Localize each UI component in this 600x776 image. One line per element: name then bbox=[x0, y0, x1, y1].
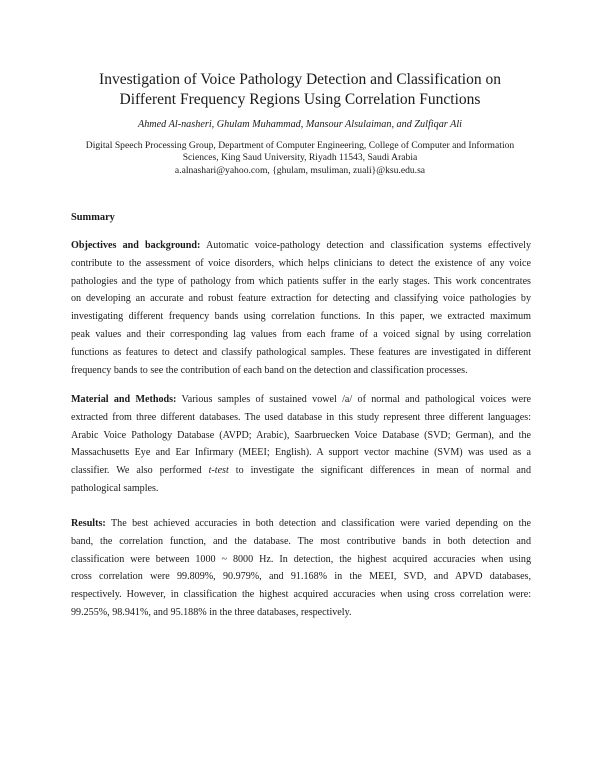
objectives-line-2: contribute to the assessment of voice disorders, which helps clinicians to detect the existence of any voice bbox=[71, 257, 531, 269]
author-list: Ahmed Al-nasheri, Ghulam Muhammad, Mansour Alsulaiman, and Zulfiqar Ali bbox=[137, 119, 463, 130]
results-line-5: respectively. However, in classification the highest acquired accuracies when using cross correlation were: bbox=[71, 589, 531, 601]
affiliation-line-1: Digital Speech Processing Group, Department of Computer Engineering, College of Computer and Information bbox=[85, 140, 515, 151]
paragraph-line bbox=[71, 515, 531, 533]
t-test-term: t-test bbox=[208, 465, 229, 477]
results-lead: Results: bbox=[71, 518, 106, 529]
results-line-4: cross correlation were 99.809%, 90.979%, and 91.168% in the MEEI, SVD, and APVD databases, bbox=[71, 571, 531, 583]
methods-lead: Material and Methods: bbox=[71, 394, 177, 405]
results-line-2: band, the correlation function, and the database. The most contributive bands in both detection and bbox=[71, 535, 531, 547]
methods-paragraph bbox=[71, 391, 531, 498]
objectives-line-4: on developing an accurate and robust feature extraction for detecting and classifying voice pathologies by bbox=[71, 293, 531, 305]
methods-line-1: Various samples of sustained vowel /a/ of normal and pathological voices were bbox=[176, 394, 531, 405]
methods-line-6: pathological samples. bbox=[71, 482, 159, 494]
methods-line-5-post: to investigate the significant differences in mean of normal and bbox=[228, 465, 531, 477]
objectives-line-7: functions as features to detect and classify pathological samples. These features are investigated in different bbox=[71, 346, 531, 358]
paragraph-line bbox=[71, 391, 531, 409]
results-line-6: 99.255%, 98.941%, and 95.188% in the three databases, respectively. bbox=[71, 606, 352, 618]
objectives-lead: Objectives and background: bbox=[71, 240, 201, 251]
objectives-line-6: peak values and their corresponding lag values from each frame of a voiced signal by using correlation bbox=[71, 328, 531, 340]
results-line-3: classification were between 1000 ~ 8000 Hz. In detection, the highest acquired accuracies when using bbox=[71, 553, 531, 565]
summary-heading: Summary bbox=[71, 212, 115, 223]
methods-line-5-pre: classifier. We also performed bbox=[71, 465, 209, 477]
affiliation-line-2: Sciences, King Saud University, Riyadh 11543, Saudi Arabia bbox=[182, 152, 418, 164]
methods-line-4: Massachusetts Eye and Ear Infirmary (MEEI; English). A support vector machine (SVM) was used as a bbox=[71, 447, 531, 459]
results-paragraph bbox=[71, 515, 531, 622]
paragraph-line bbox=[71, 237, 531, 255]
objectives-paragraph bbox=[71, 237, 531, 379]
paper-title bbox=[60, 70, 540, 110]
results-line-1: The best achieved accuracies in both detection and classification were varied depending on the bbox=[105, 518, 531, 529]
title-line-1: Investigation of Voice Pathology Detection and Classification on bbox=[99, 71, 501, 88]
objectives-line-5: investigating different frequency bands using correlation functions. In this paper, we extracted maximum bbox=[71, 311, 531, 323]
objectives-line-1: Automatic voice-pathology detection and classification systems effectively bbox=[200, 240, 532, 251]
methods-line-2: extracted from three different databases. The used database in this study represent three different languages: bbox=[71, 411, 531, 423]
author-emails: a.alnashari@yahoo.com, {ghulam, msuliman, zuali}@ksu.edu.sa bbox=[174, 164, 426, 176]
paragraph-line bbox=[71, 462, 531, 480]
title-line-2: Different Frequency Regions Using Correlation Functions bbox=[119, 91, 481, 108]
objectives-line-3: pathologies and the type of pathology from which patients suffer in the early stages. This work concentrates bbox=[71, 275, 531, 287]
affiliation-block bbox=[70, 140, 530, 177]
objectives-line-8: frequency bands to see the contribution of each band on the detection and classification processes. bbox=[71, 364, 468, 376]
methods-line-3: Arabic Voice Pathology Database (AVPD; Arabic), Saarbruecken Voice Database (SVD; German), and the bbox=[71, 429, 531, 441]
